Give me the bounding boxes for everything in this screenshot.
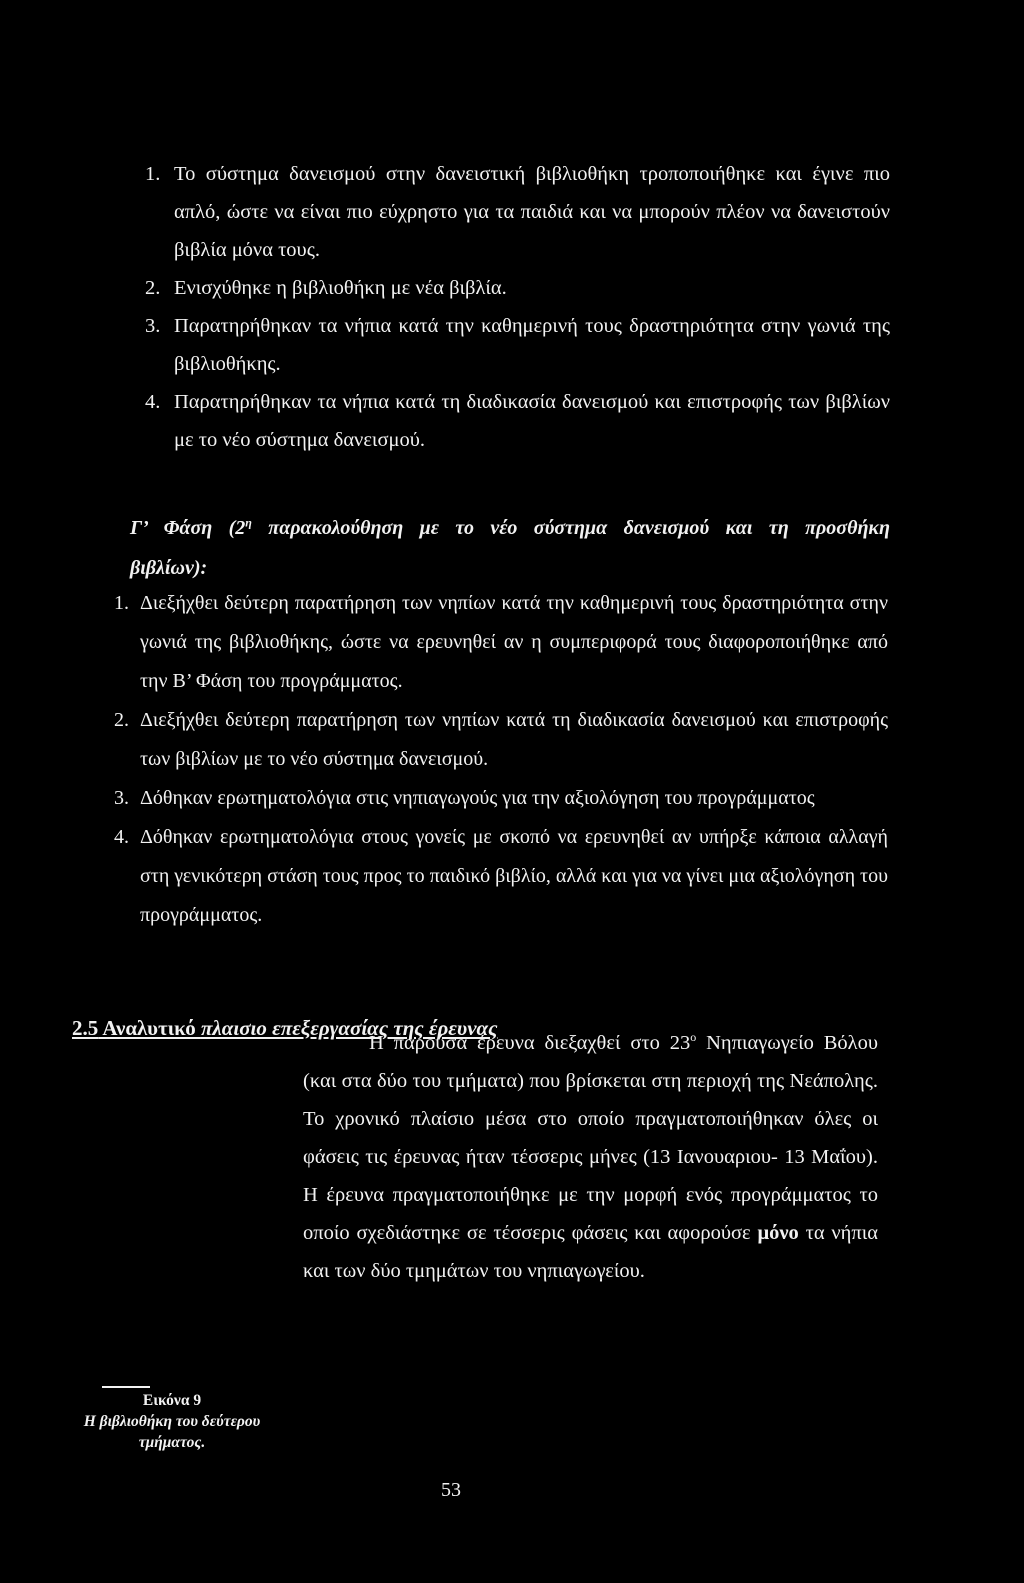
body-paragraph — [303, 1024, 878, 1290]
list-text: Διεξήχθει δεύτερη παρατήρηση των νηπίων κατά την καθημερινή τους δραστηριότητα στην γωνιά της βιβλιοθήκης, ώστε να ερευνηθεί αν η συμπεριφορά τους διαφοροποιήθηκε από την Β’ Φάση του προγράμματος. — [140, 592, 888, 692]
list-item — [145, 155, 890, 269]
figure-caption — [52, 1390, 292, 1453]
list-text: Δόθηκαν ερωτηματολόγια στους γονείς με σκοπό να ερευνηθεί αν υπήρξε κάποια αλλαγή στη γενικότερη στάση τους προς το παιδικό βιβλίο, αλλά και για να γίνει μια αξιολόγηση του προγράμματος. — [140, 826, 888, 926]
list-number: 4. — [145, 391, 161, 413]
phase-c-heading-prefix: Γ’ Φάση (2 — [130, 517, 246, 539]
section-title-plain: Αναλυτικό — [98, 1016, 201, 1040]
list-item — [145, 269, 890, 307]
list-number: 4. — [114, 826, 129, 848]
list-item — [114, 818, 888, 935]
paragraph-text: Νηπιαγωγείο Βόλου (και στα δύο του τμήματα) που βρίσκεται στη περιοχή της Νεάπολης. Το χρονικό πλαίσιο μέσα στο οποίο πραγματοποιήθηκαν όλες οι φάσεις τις έρευνας ήταν τέσσερις μήνες (13 Ιανουαριου- 13 Μαΐου). Η έρευνα πραγματοποιήθηκε με την μορφή ενός προγράμματος το οποίο σχεδιάστηκε σε τέσσερις φάσεις και αφορούσε — [303, 1032, 879, 1244]
phase-c-heading-rest: παρακολούθηση με το νέο σύστημα δανεισμού και τη προσθήκη βιβλίων): — [130, 517, 890, 579]
caption-title: Εικόνα 9 — [142, 1392, 202, 1409]
phase-c-heading — [130, 508, 890, 588]
list-text: Ενισχύθηκε η βιβλιοθήκη με νέα βιβλία. — [174, 277, 507, 299]
paragraph-text: τα νήπια και των δύο τμημάτων του νηπιαγωγείου. — [303, 1222, 878, 1282]
paragraph-text: Η παρούσα έρευνα διεξαχθεί στο 23 — [369, 1032, 691, 1054]
list-number: 1. — [114, 592, 129, 614]
list-text: Το σύστημα δανεισμού στην δανειστική βιβλιοθήκη τροποποιήθηκε και έγινε πιο απλό, ώστε να είναι πιο εύχρηστο για τα παιδιά και να μπορούν πλέον να δανειστούν βιβλία μόνα τους. — [174, 163, 890, 261]
list-item — [114, 779, 888, 818]
paragraph-bold: μόνο — [757, 1222, 799, 1244]
list-number: 2. — [145, 277, 161, 299]
list-item — [145, 383, 890, 459]
list-item — [114, 701, 888, 779]
list-number: 2. — [114, 709, 129, 731]
caption-rule — [102, 1386, 150, 1388]
list-item — [114, 584, 888, 701]
page-number: 53 — [441, 1479, 461, 1501]
list-number: 3. — [145, 315, 161, 337]
section-title-italic: πλαισιο επεξεργασίας της έρευνας — [200, 1016, 498, 1040]
list-text: Παρατηρήθηκαν τα νήπια κατά τη διαδικασία δανεισμού και επιστροφής των βιβλίων με το νέο σύστημα δανεισμού. — [174, 391, 890, 451]
phase-b-list — [145, 155, 890, 459]
list-text: Παρατηρήθηκαν τα νήπια κατά την καθημερινή τους δραστηριότητα στην γωνιά της βιβλιοθήκης. — [174, 315, 890, 375]
phase-c-list — [114, 584, 888, 935]
list-text: Δόθηκαν ερωτηματολόγια στις νηπιαγωγούς για την αξιολόγηση του προγράμματος — [140, 787, 815, 809]
list-text: Διεξήχθει δεύτερη παρατήρηση των νηπίων κατά τη διαδικασία δανεισμού και επιστροφής των βιβλίων με το νέο σύστημα δανεισμού. — [140, 709, 888, 770]
list-number: 3. — [114, 787, 129, 809]
caption-text: Η βιβλιοθήκη του δεύτερου τμήματος. — [83, 1413, 261, 1451]
list-item — [145, 307, 890, 383]
phase-c-heading-sup: η — [245, 515, 252, 530]
section-number: 2.5 — [72, 1016, 99, 1040]
list-number: 1. — [145, 163, 161, 185]
paragraph-superscript: ο — [690, 1030, 697, 1045]
